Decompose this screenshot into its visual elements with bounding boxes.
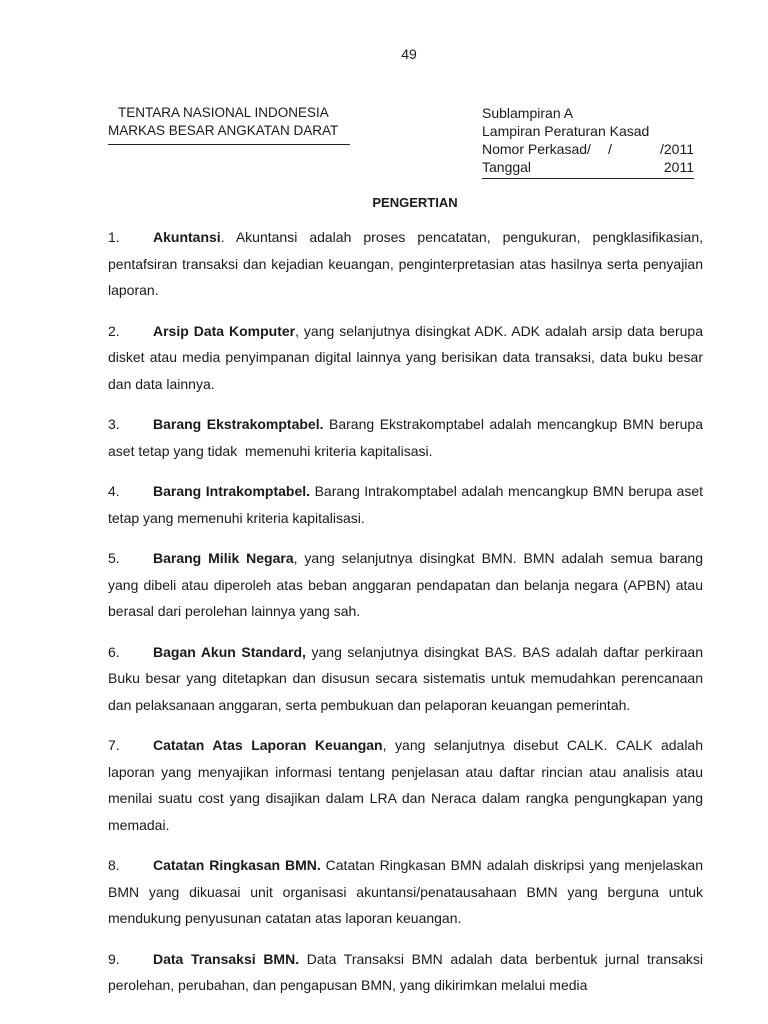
definition-text: Barang Ekstrakomptabel adalah mencangkup BMN berupa aset tetap yang tidak memenuhi kriteria kapitalisasi. bbox=[108, 416, 707, 459]
org-line-2: MARKAS BESAR ANGKATAN DARAT bbox=[108, 123, 339, 138]
definition-term: Barang Ekstrakomptabel. bbox=[153, 416, 324, 432]
tanggal-row bbox=[482, 158, 694, 176]
definition-term: Arsip Data Komputer bbox=[153, 322, 296, 339]
regulation-label: Lampiran Peraturan Kasad bbox=[482, 123, 650, 139]
tanggal-year: 2011 bbox=[663, 159, 694, 175]
definition-item bbox=[108, 946, 703, 999]
page-number: 49 bbox=[401, 46, 417, 62]
definition-item bbox=[108, 411, 707, 464]
definition-term: Catatan Ringkasan BMN. bbox=[153, 857, 321, 873]
nomor-year: /2011 bbox=[660, 141, 694, 157]
definition-text: , yang selanjutnya disingkat ADK. ADK adalah arsip data berupa disket atau media penyimpanan digital lainnya yang berisikan data transaksi, data buku besar dan data lainnya. bbox=[108, 322, 703, 392]
definition-term: Barang Milik Negara bbox=[153, 550, 294, 566]
org-line-1: TENTARA NASIONAL INDONESIA bbox=[118, 105, 329, 120]
definition-number: 6. bbox=[108, 643, 120, 660]
definition-item bbox=[108, 318, 703, 398]
definition-number: 1. bbox=[108, 229, 120, 245]
definition-item bbox=[108, 732, 703, 838]
definition-text: , yang selanjutnya disingkat BMN. BMN adalah semua barang yang dibeli atau diperoleh atas beban anggaran pendapatan dan belanja negara (APBN) atau berasal dari perolehan lainnya yang sah. bbox=[108, 550, 703, 619]
nomor-separator: / bbox=[608, 141, 612, 157]
definition-term: Barang Intrakomptabel. bbox=[153, 483, 311, 499]
definition-item bbox=[108, 639, 703, 719]
definition-number: 7. bbox=[108, 737, 120, 753]
definition-text: . Akuntansi adalah proses pencatatan, pengukuran, pengklasifikasian, pentafsiran transaksi dan kejadian keuangan, penginterpretasian atas hasilnya serta penyajian laporan. bbox=[108, 229, 703, 298]
definitions-list bbox=[108, 224, 707, 1005]
definition-item bbox=[108, 478, 703, 531]
definition-number: 3. bbox=[108, 416, 120, 432]
definition-number: 9. bbox=[108, 950, 120, 967]
definition-text: , yang selanjutnya disebut CALK. CALK adalah laporan yang menyajikan informasi tentang penjelasan atau daftar rincian atau analisis atau menilai suatu cost yang disajikan dalam LRA dan Neraca dalam rangka pengungkapan yang memadai. bbox=[108, 737, 703, 833]
definition-term: Data Transaksi BMN. bbox=[153, 950, 300, 967]
definition-term: Catatan Atas Laporan Keuangan bbox=[153, 737, 383, 753]
nomor-label: Nomor Perkasad/ bbox=[482, 141, 591, 157]
attachment-label: Sublampiran A bbox=[482, 105, 574, 121]
definition-number: 5. bbox=[108, 550, 120, 566]
definition-number: 2. bbox=[108, 322, 120, 339]
tanggal-label: Tanggal bbox=[482, 159, 532, 175]
nomor-row bbox=[482, 140, 694, 158]
definition-number: 4. bbox=[108, 483, 120, 499]
definition-item bbox=[108, 852, 703, 932]
definition-text: Catatan Ringkasan BMN adalah diskripsi yang menjelaskan BMN yang dikuasai unit organisasi akuntansi/penatausahaan BMN yang berguna untuk mendukung penyusunan catatan atas laporan keuangan. bbox=[108, 857, 703, 926]
organization-header bbox=[108, 104, 350, 145]
definition-text: Data Transaksi BMN adalah data berbentuk jurnal transaksi perolehan, perubahan, dan pengapusan BMN, yang dikirimkan melalui media bbox=[108, 950, 703, 993]
regulation-header bbox=[482, 104, 694, 179]
definition-term: Akuntansi bbox=[153, 229, 221, 245]
definition-text: Barang Intrakomptabel adalah mencangkup BMN berupa aset tetap yang memenuhi kriteria kapitalisasi. bbox=[108, 483, 703, 526]
definition-number: 8. bbox=[108, 857, 120, 873]
document-title: PENGERTIAN bbox=[372, 195, 458, 210]
definition-text: yang selanjutnya disingkat BAS. BAS adalah daftar perkiraan Buku besar yang ditetapkan dan disusun secara sistematis untuk memudahkan perencanaan dan pelaksanaan anggaran, serta pembukuan dan pelaporan keuangan pemerintah. bbox=[108, 643, 703, 713]
definition-term: Bagan Akun Standard, bbox=[153, 643, 306, 660]
definition-item bbox=[108, 224, 703, 304]
definition-item bbox=[108, 545, 703, 625]
